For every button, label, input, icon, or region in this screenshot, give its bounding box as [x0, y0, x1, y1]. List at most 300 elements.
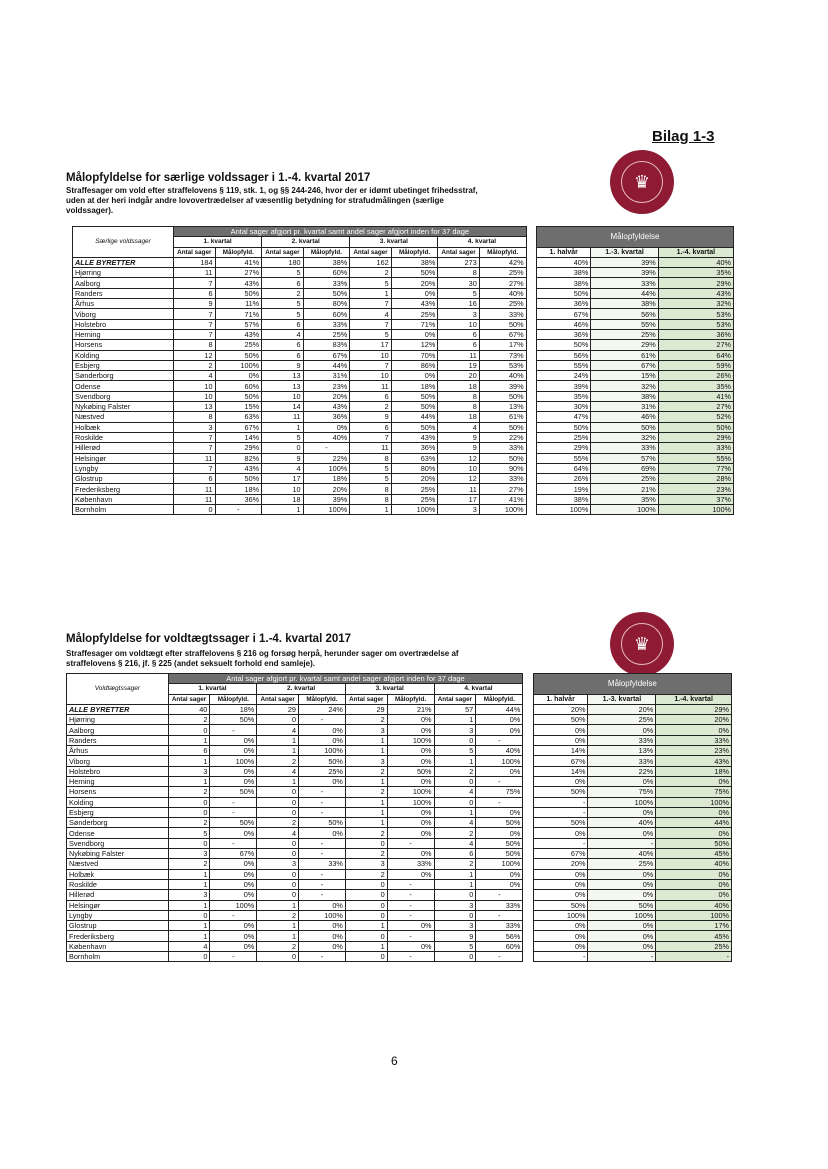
halvaar-cell: 46%	[536, 319, 590, 329]
quarter-header: 1. kvartal	[168, 684, 257, 694]
antal-sager-cell: 11	[350, 443, 391, 453]
group-header: Antal sager afgjort pr. kvartal samt andel sager afgjort inden for 37 dage	[168, 674, 523, 684]
q1-4-cell: 33%	[658, 443, 733, 453]
antal-sager-cell: 0	[345, 910, 387, 920]
table-row	[67, 735, 732, 745]
q1-4-cell: 20%	[656, 715, 732, 725]
antal-sager-cell: 180	[262, 257, 303, 267]
maalopfyld-cell: 0%	[210, 735, 257, 745]
maalopfyld-cell: 18%	[391, 381, 438, 391]
halvaar-cell: 50%	[536, 288, 590, 298]
maalopfyld-cell: 71%	[215, 309, 262, 319]
antal-sager-cell: 9	[438, 443, 479, 453]
voldtaegtssager-table	[66, 673, 732, 962]
court-name: Næstved	[73, 412, 174, 422]
court-name: Horsens	[67, 787, 169, 797]
antal-sager-cell: 4	[168, 941, 210, 951]
maalopfyld-cell: 25%	[299, 766, 346, 776]
court-name: Herning	[73, 329, 174, 339]
maalopfyld-cell: -	[299, 952, 346, 962]
antal-sager-cell: 1	[350, 288, 391, 298]
spacer-cell	[523, 756, 533, 766]
halvaar-cell: 100%	[536, 505, 590, 515]
maalopfyld-cell: 0%	[299, 725, 346, 735]
q1-3-cell: 32%	[591, 432, 658, 442]
maalopfyld-cell: 0%	[387, 776, 434, 786]
antal-sager-cell: 14	[262, 402, 303, 412]
antal-sager-cell: 0	[168, 797, 210, 807]
table-row	[67, 890, 732, 900]
table-row	[67, 704, 732, 714]
antal-sager-cell: 7	[174, 443, 215, 453]
halvaar-cell: 39%	[536, 381, 590, 391]
antal-sager-cell: 2	[434, 859, 476, 869]
spacer-cell	[523, 746, 533, 756]
maalopfyld-cell: 0%	[210, 859, 257, 869]
q1-3-cell: 25%	[591, 474, 658, 484]
maalopfyld-cell: 0%	[476, 766, 523, 776]
q1-4-cell: 27%	[658, 340, 733, 350]
maalopfyld-cell: 36%	[391, 443, 438, 453]
q1-4-cell: 45%	[656, 849, 732, 859]
antal-sager-cell: 0	[257, 952, 299, 962]
antal-sager-cell: 0	[434, 776, 476, 786]
antal-sager-cell: 11	[174, 453, 215, 463]
maalopfyld-cell: 0%	[391, 371, 438, 381]
maalopfyld-cell: 43%	[391, 299, 438, 309]
maalopfyld-cell: 0%	[210, 879, 257, 889]
maalopfyld-cell: 33%	[476, 900, 523, 910]
maalopfyld-cell: 50%	[479, 422, 526, 432]
antal-sager-cell: 0	[174, 505, 215, 515]
halvaar-cell: 100%	[533, 910, 588, 920]
antal-sager-cell: 9	[434, 931, 476, 941]
q1-3-cell: 75%	[588, 787, 656, 797]
table-row	[73, 319, 734, 329]
antal-sager-cell: 3	[345, 756, 387, 766]
court-name: Hjørring	[67, 715, 169, 725]
antal-sager-cell: 0	[168, 952, 210, 962]
antal-sager-cell: 7	[350, 432, 391, 442]
antal-sager-cell: 7	[350, 299, 391, 309]
q1-3-cell: 29%	[591, 340, 658, 350]
halvaar-cell: 0%	[533, 828, 588, 838]
q1-3-cell: 100%	[591, 505, 658, 515]
maalopfyld-cell: 100%	[303, 463, 350, 473]
spacer-cell	[523, 797, 533, 807]
spacer-cell	[526, 422, 536, 432]
q1-3-cell: 0%	[588, 931, 656, 941]
antal-sager-cell: 2	[434, 766, 476, 776]
spacer-cell	[526, 453, 536, 463]
court-name: Randers	[73, 288, 174, 298]
q1-4-cell: 40%	[658, 257, 733, 267]
maalopfyld-cell: -	[215, 505, 262, 515]
maalopfyld-cell: 42%	[479, 257, 526, 267]
table-row	[67, 715, 732, 725]
q1-4-cell: 44%	[656, 818, 732, 828]
antal-sager-cell: 1	[434, 807, 476, 817]
maalopfyld-cell: -	[476, 797, 523, 807]
antal-sager-cell: 10	[262, 484, 303, 494]
maalopfyld-cell: 100%	[387, 787, 434, 797]
spacer-cell	[526, 268, 536, 278]
table-row	[73, 329, 734, 339]
q1-3-cell: 15%	[591, 371, 658, 381]
maalopfyld-cell: 0%	[210, 776, 257, 786]
q1-4-cell: 100%	[656, 797, 732, 807]
q1-3-cell: 13%	[588, 746, 656, 756]
maalopfyld-cell: 50%	[299, 756, 346, 766]
q1-4-cell: 100%	[656, 910, 732, 920]
maalopfyld-cell: 33%	[299, 859, 346, 869]
q1-3-cell: 50%	[591, 422, 658, 432]
maalopfyld-cell: 14%	[215, 432, 262, 442]
court-name: Hillerød	[67, 890, 169, 900]
antal-sager-cell: 0	[345, 838, 387, 848]
spacer-cell	[526, 278, 536, 288]
antal-sager-cell: 2	[174, 360, 215, 370]
header-row-group	[67, 674, 732, 684]
halvaar-cell: 14%	[533, 746, 588, 756]
antal-sager-cell: 5	[438, 288, 479, 298]
maalopfyld-header: Målopfyld.	[387, 694, 434, 704]
q1-4-cell: -	[656, 952, 732, 962]
maalopfyld-cell: 100%	[210, 900, 257, 910]
group-header: Antal sager afgjort pr. kvartal samt andel sager afgjort inden for 37 dage	[174, 227, 527, 237]
q1-3-cell: 39%	[591, 257, 658, 267]
maalopfyld-cell: 50%	[210, 818, 257, 828]
q1-4-cell: 32%	[658, 299, 733, 309]
maalopfyld-header: Målopfyld.	[391, 247, 438, 257]
maalopfyld-cell: 0%	[387, 849, 434, 859]
antal-sager-cell: 0	[434, 952, 476, 962]
maalopfyld-cell: -	[476, 735, 523, 745]
antal-sager-cell: 1	[345, 921, 387, 931]
domstolsstyrelsen-seal-icon: ♛	[610, 612, 674, 676]
maalopfyld-cell: 100%	[303, 505, 350, 515]
court-name: Roskilde	[67, 879, 169, 889]
table-row	[73, 494, 734, 504]
antal-sager-cell: 5	[350, 329, 391, 339]
table-row	[67, 838, 732, 848]
antal-sager-cell: 11	[438, 350, 479, 360]
antal-sager-cell: 6	[262, 350, 303, 360]
court-name: Odense	[73, 381, 174, 391]
maalopfyld-cell: 0%	[387, 828, 434, 838]
antal-sager-cell: 2	[345, 715, 387, 725]
maalopfyld-cell: 0%	[387, 746, 434, 756]
antal-sager-cell: 57	[434, 704, 476, 714]
maalopfyld-cell: 56%	[476, 931, 523, 941]
antal-sager-cell: 0	[257, 715, 299, 725]
spacer-cell	[526, 257, 536, 267]
maalopfyld-cell: -	[299, 838, 346, 848]
spacer-cell	[526, 484, 536, 494]
spacer-cell	[523, 725, 533, 735]
antal-sager-cell: 10	[350, 350, 391, 360]
antal-sager-cell: 10	[438, 463, 479, 473]
antal-sager-cell: 17	[350, 340, 391, 350]
maalopfyld-cell: 25%	[391, 494, 438, 504]
q1-4-cell: 33%	[656, 735, 732, 745]
maalopfyld-cell: 41%	[215, 257, 262, 267]
antal-sager-cell: 13	[174, 402, 215, 412]
spacer-cell	[523, 674, 533, 705]
maalopfyld-cell: -	[299, 879, 346, 889]
corner-label: Særlige voldssager	[73, 227, 174, 258]
q1-4-cell: 18%	[656, 766, 732, 776]
halvaar-cell: 29%	[536, 443, 590, 453]
antal-sager-cell: 3	[168, 849, 210, 859]
q1-3-cell: 25%	[591, 329, 658, 339]
halvaar-cell: -	[533, 952, 588, 962]
antal-sager-cell: 0	[168, 838, 210, 848]
maalopfyld-cell: 90%	[479, 463, 526, 473]
spacer-cell	[523, 818, 533, 828]
q1-3-cell: 0%	[588, 828, 656, 838]
maalopfyld-cell: 0%	[387, 869, 434, 879]
q1-4-cell: 23%	[658, 484, 733, 494]
table-row	[67, 746, 732, 756]
table-row	[73, 360, 734, 370]
maalopfyld-cell: 25%	[215, 340, 262, 350]
q1-4-cell: 40%	[656, 900, 732, 910]
maalopfyld-header: Målopfyld.	[476, 694, 523, 704]
maalopfyld-header: Målopfyld.	[479, 247, 526, 257]
antal-sager-cell: 1	[168, 900, 210, 910]
antal-sager-cell: 5	[262, 299, 303, 309]
spacer-cell	[526, 432, 536, 442]
halvaar-cell: 0%	[533, 725, 588, 735]
spacer-cell	[526, 299, 536, 309]
maalopfyld-cell: 50%	[391, 268, 438, 278]
antal-sager-cell: 2	[257, 756, 299, 766]
maalopfyld-cell: 0%	[210, 869, 257, 879]
antal-sager-cell: 30	[438, 278, 479, 288]
maalopfyld-cell: 63%	[391, 453, 438, 463]
antal-sager-cell: 4	[350, 309, 391, 319]
q1-4-cell: 40%	[656, 859, 732, 869]
court-name: Esbjerg	[67, 807, 169, 817]
q1-3-cell: -	[588, 838, 656, 848]
court-name: Århus	[73, 299, 174, 309]
maalopfyld-cell: 50%	[479, 319, 526, 329]
maalopfyld-cell: 27%	[215, 268, 262, 278]
antal-sager-cell: 18	[438, 381, 479, 391]
maalopfyld-cell: 13%	[479, 402, 526, 412]
antal-sager-cell: 7	[174, 319, 215, 329]
antal-sager-cell: 4	[262, 329, 303, 339]
appendix-label: Bilag 1-3	[652, 128, 715, 145]
antal-sager-cell: 20	[438, 371, 479, 381]
maalopfyld-cell: 43%	[215, 278, 262, 288]
table-row	[67, 807, 732, 817]
table-row	[67, 931, 732, 941]
maalopfyld-cell: 0%	[210, 941, 257, 951]
q1-4-cell: 35%	[658, 381, 733, 391]
halvaar-cell: 50%	[533, 787, 588, 797]
antal-sager-cell: 6	[262, 278, 303, 288]
goal-col-header: 1. halvår	[536, 247, 590, 257]
maalopfyld-cell: 20%	[303, 484, 350, 494]
halvaar-cell: 0%	[533, 921, 588, 931]
maalopfyld-cell: 60%	[303, 268, 350, 278]
antal-sager-cell: 0	[345, 900, 387, 910]
spacer-cell	[523, 900, 533, 910]
antal-sager-cell: 6	[174, 474, 215, 484]
table-row	[67, 941, 732, 951]
table-row	[67, 849, 732, 859]
table-row	[67, 725, 732, 735]
antal-sager-cell: 2	[345, 766, 387, 776]
q1-3-cell: 40%	[588, 818, 656, 828]
maalopfyld-cell: -	[210, 725, 257, 735]
maalopfyld-cell: 40%	[479, 371, 526, 381]
maalopfyld-cell: 25%	[303, 329, 350, 339]
quarter-header: 1. kvartal	[174, 237, 262, 247]
q1-3-cell: 33%	[588, 735, 656, 745]
spacer-cell	[523, 735, 533, 745]
halvaar-cell: 50%	[533, 900, 588, 910]
table-row	[67, 859, 732, 869]
maalopfyld-cell: 67%	[210, 849, 257, 859]
halvaar-cell: 38%	[536, 268, 590, 278]
table-row	[67, 879, 732, 889]
maalopfyld-cell: -	[210, 910, 257, 920]
maalopfyld-cell: 50%	[210, 715, 257, 725]
antal-sager-cell: 6	[262, 340, 303, 350]
antal-sager-cell: 29	[257, 704, 299, 714]
antal-sager-cell: 0	[262, 443, 303, 453]
antal-sager-cell: 9	[174, 299, 215, 309]
maalopfyld-cell: 0%	[387, 715, 434, 725]
antal-sager-cell: 9	[262, 360, 303, 370]
quarter-header: 4. kvartal	[438, 237, 526, 247]
halvaar-cell: 0%	[533, 776, 588, 786]
antal-sager-cell: 1	[257, 900, 299, 910]
maalopfyld-cell: 50%	[479, 391, 526, 401]
maalopfyld-header: Målopfyld.	[303, 247, 350, 257]
halvaar-cell: 50%	[536, 422, 590, 432]
maalopfyld-header: Målopfyld.	[215, 247, 262, 257]
goal-col-header: 1.-3. kvartal	[588, 694, 656, 704]
court-name: Bornholm	[73, 505, 174, 515]
table-row	[67, 818, 732, 828]
maalopfyld-cell: 0%	[210, 931, 257, 941]
q1-4-cell: 23%	[656, 746, 732, 756]
maalopfyld-cell: 44%	[303, 360, 350, 370]
maalopfyld-cell: 24%	[299, 704, 346, 714]
antal-sager-cell: 3	[345, 859, 387, 869]
court-name: Glostrup	[73, 474, 174, 484]
spacer-cell	[526, 463, 536, 473]
maalopfyld-cell: 38%	[303, 257, 350, 267]
q1-4-cell: 25%	[656, 941, 732, 951]
court-name: Lyngby	[67, 910, 169, 920]
maalopfyld-cell: 33%	[303, 319, 350, 329]
spacer-cell	[523, 807, 533, 817]
table-row	[67, 766, 732, 776]
antal-sager-header: Antal sager	[168, 694, 210, 704]
antal-sager-cell: 8	[350, 453, 391, 463]
table-row	[67, 921, 732, 931]
halvaar-cell: -	[533, 838, 588, 848]
q1-3-cell: 32%	[591, 381, 658, 391]
antal-sager-cell: 4	[434, 818, 476, 828]
q1-3-cell: 20%	[588, 704, 656, 714]
halvaar-cell: 35%	[536, 391, 590, 401]
court-name: Holbæk	[73, 422, 174, 432]
maalopfyld-cell: 0%	[387, 941, 434, 951]
spacer-cell	[526, 340, 536, 350]
q1-4-cell: 0%	[656, 869, 732, 879]
maalopfyld-cell: 50%	[215, 288, 262, 298]
table-row	[73, 391, 734, 401]
goal-col-header: 1.-4. kvartal	[658, 247, 733, 257]
table-row	[73, 474, 734, 484]
halvaar-cell: 24%	[536, 371, 590, 381]
q1-4-cell: 41%	[658, 391, 733, 401]
antal-sager-cell: 0	[168, 910, 210, 920]
maalopfyld-cell: 50%	[215, 474, 262, 484]
maalopfyld-cell: 50%	[391, 422, 438, 432]
court-name: Horsens	[73, 340, 174, 350]
antal-sager-cell: 5	[262, 309, 303, 319]
court-name: Holbæk	[67, 869, 169, 879]
antal-sager-cell: 8	[350, 484, 391, 494]
maalopfyld-cell: 33%	[479, 309, 526, 319]
court-name: Nykøbing Falster	[73, 402, 174, 412]
halvaar-cell: 50%	[536, 340, 590, 350]
antal-sager-cell: 1	[168, 931, 210, 941]
antal-sager-cell: 1	[168, 921, 210, 931]
court-name: Nykøbing Falster	[67, 849, 169, 859]
court-name: Hillerød	[73, 443, 174, 453]
antal-sager-cell: 2	[257, 941, 299, 951]
antal-sager-cell: 1	[262, 422, 303, 432]
spacer-cell	[523, 921, 533, 931]
table-row	[73, 268, 734, 278]
antal-sager-cell: 9	[350, 412, 391, 422]
antal-sager-cell: 1	[345, 818, 387, 828]
q1-4-cell: 27%	[658, 402, 733, 412]
antal-sager-header: Antal sager	[174, 247, 215, 257]
maalopfyld-cell: -	[387, 931, 434, 941]
antal-sager-cell: 2	[257, 910, 299, 920]
q1-4-cell: 26%	[658, 371, 733, 381]
section-subtitle-1: Straffesager om vold efter straffelovens § 119, stk. 1, og §§ 244-246, hvor der er idømt ubetinget frihedsstraf, uden at der heri indgår andre lovovertrædelser af væsentlig betydning for strafudmålingen (særlige voldssager).	[66, 186, 478, 215]
antal-sager-header: Antal sager	[345, 694, 387, 704]
antal-sager-cell: 11	[350, 381, 391, 391]
spacer-cell	[526, 227, 536, 258]
table-row	[67, 787, 732, 797]
table-row	[73, 278, 734, 288]
q1-3-cell: 33%	[588, 756, 656, 766]
table-row	[73, 443, 734, 453]
antal-sager-cell: 3	[174, 422, 215, 432]
maalopfyld-cell: 100%	[215, 360, 262, 370]
table-row	[73, 371, 734, 381]
antal-sager-cell: 2	[168, 859, 210, 869]
maalopfyld-cell: 71%	[391, 319, 438, 329]
maalopfyld-cell: 50%	[303, 288, 350, 298]
quarter-header: 3. kvartal	[350, 237, 438, 247]
court-name: Glostrup	[67, 921, 169, 931]
maalopfyld-cell: 33%	[303, 278, 350, 288]
court-name: Esbjerg	[73, 360, 174, 370]
maalopfyld-cell: 0%	[391, 329, 438, 339]
